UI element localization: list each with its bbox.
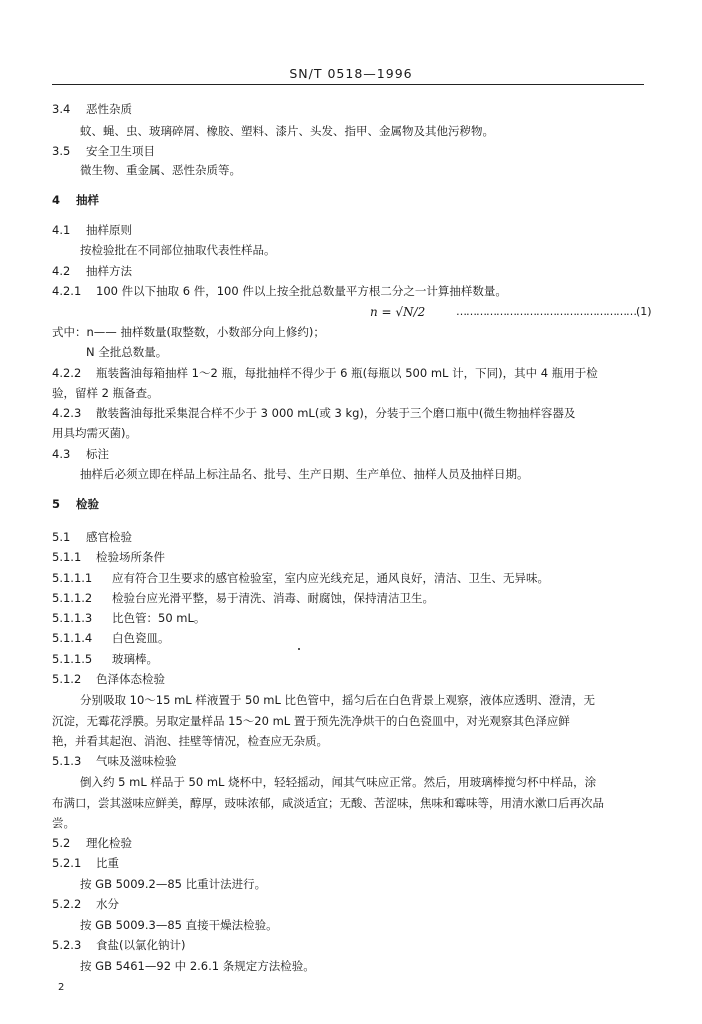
- clause-4-1-heading: [52, 222, 132, 238]
- clause-number: 5.1.1.3: [52, 611, 93, 625]
- clause-number: 5.1.2: [52, 672, 82, 686]
- paragraph-line: 抽样后必须立即在样品上标注品名、批号、生产日期、生产单位、抽样人员及抽样日期。: [80, 467, 529, 481]
- clause-text: 瓶装酱油每箱抽样 1～2 瓶，每批抽样不得少于 6 瓶(每瓶以 500 mL 计，下同)，其中 4 瓶用于检: [96, 366, 598, 380]
- section-title: 抽样: [76, 193, 99, 207]
- clause-text: 比色管：50 mL。: [112, 611, 206, 625]
- clause-3-5-heading: [52, 143, 155, 159]
- clause-number: 5.1.1.1: [52, 571, 93, 585]
- clause-number: 4.2: [52, 264, 71, 278]
- paragraph-line: 艳，并看其起泡、消泡、挂壁等情况，检查应无杂质。: [52, 734, 328, 748]
- clause-title: 抽样方法: [86, 264, 132, 278]
- paragraph-line: 分别吸取 10～15 mL 样液置于 50 mL 比色管中，摇匀后在白色背景上观察，液体应透明、澄清，无: [80, 693, 596, 707]
- clause-number: 4.1: [52, 223, 71, 237]
- paragraph-line: 按 GB 5009.3—85 直接干燥法检验。: [80, 918, 278, 932]
- paragraph-line: 按检验批在不同部位抽取代表性样品。: [80, 243, 276, 257]
- clause-5-1-2-heading: [52, 671, 165, 687]
- clause-title: 恶性杂质: [86, 102, 132, 116]
- clause-number: 5.1.1.4: [52, 631, 93, 645]
- clause-title: 色泽体态检验: [96, 672, 165, 686]
- formula-legend-n: 式中：n—— 抽样数量(取整数，小数部分向上修约)；: [52, 325, 325, 339]
- formula-leader: ………………………………………………(1): [456, 305, 652, 318]
- paragraph-line: 验，留样 2 瓶备查。: [52, 386, 159, 400]
- clause-number: 5.1.1: [52, 550, 82, 564]
- equation-number: (1): [636, 305, 652, 318]
- clause-5-1-1-heading: [52, 549, 165, 565]
- clause-4-2-2: [52, 365, 598, 381]
- paragraph-line: 按 GB 5009.2—85 比重计法进行。: [80, 877, 267, 891]
- scan-speck: [298, 648, 300, 650]
- clause-4-2-3: [52, 405, 575, 421]
- section-number: 4: [52, 193, 61, 207]
- clause-number: 3.5: [52, 144, 71, 158]
- clause-5-1-1-4: [52, 630, 170, 646]
- clause-text: 检验台应光滑平整，易于清洗、消毒、耐腐蚀，保持清洁卫生。: [112, 591, 434, 605]
- clause-text: 100 件以下抽取 6 件，100 件以上按全批总数量平方根二分之一计算抽样数量。: [96, 284, 507, 298]
- clause-text: 玻璃棒。: [112, 652, 158, 666]
- clause-number: 5.1.1.2: [52, 591, 93, 605]
- paragraph-line: 微生物、重金属、恶性杂质等。: [80, 163, 241, 177]
- clause-3-4-heading: [52, 101, 132, 117]
- clause-number: 3.4: [52, 102, 71, 116]
- clause-number: 5.1.1.5: [52, 652, 93, 666]
- paragraph-line: 按 GB 5461—92 中 2.6.1 条规定方法检验。: [80, 959, 315, 973]
- clause-5-1-1-2: [52, 590, 434, 606]
- clause-5-1-1-1: [52, 570, 549, 586]
- formula: n = √N/2: [370, 305, 426, 319]
- clause-4-2-1: [52, 283, 507, 299]
- clause-text: 散装酱油每批采集混合样不少于 3 000 mL(或 3 kg)，分装于三个磨口瓶中(微生物抽样容器及: [96, 406, 576, 420]
- clause-number: 5.1.3: [52, 754, 82, 768]
- page-number: 2: [58, 982, 65, 993]
- paragraph-line: 沉淀，无霉花浮膜。另取定量样品 15～20 mL 置于预先洗净烘干的白色瓷皿中，对光观察其色泽应鲜: [52, 714, 570, 728]
- clause-5-2-1-heading: [52, 855, 119, 871]
- paragraph-line: 用具均需灭菌)。: [52, 426, 137, 440]
- clause-number: 5.2.3: [52, 938, 82, 952]
- clause-4-3-heading: [52, 446, 109, 462]
- clause-4-2-heading: [52, 263, 132, 279]
- clause-number: 4.2.3: [52, 406, 82, 420]
- clause-title: 安全卫生项目: [86, 144, 155, 158]
- clause-number: 5.2: [52, 836, 71, 850]
- clause-number: 4.3: [52, 447, 71, 461]
- clause-text: 白色瓷皿。: [112, 631, 170, 645]
- clause-number: 5.2.1: [52, 856, 82, 870]
- clause-title: 检验场所条件: [96, 550, 165, 564]
- section-title: 检验: [76, 497, 99, 511]
- clause-number: 5.2.2: [52, 897, 82, 911]
- clause-number: 5.1: [52, 530, 71, 544]
- paragraph-line: 布满口，尝其滋味应鲜美，醇厚，豉味浓郁，咸淡适宜；无酸、苦涩味，焦味和霉味等，用清水漱口后再次品: [52, 796, 604, 810]
- clause-title: 标注: [86, 447, 109, 461]
- clause-title: 理化检验: [86, 836, 132, 850]
- paragraph-line: 倒入约 5 mL 样品于 50 mL 烧杯中，轻轻摇动，闻其气味应正常。然后，用玻璃棒搅匀杯中样品，涂: [80, 775, 597, 789]
- clause-number: 4.2.2: [52, 366, 82, 380]
- section-number: 5: [52, 497, 61, 511]
- clause-5-1-heading: [52, 529, 132, 545]
- clause-title: 感官检验: [86, 530, 132, 544]
- clause-title: 抽样原则: [86, 223, 132, 237]
- paragraph-line: 蚊、蝇、虫、玻璃碎屑、橡胶、塑料、漆片、头发、指甲、金属物及其他污秽物。: [80, 124, 494, 138]
- section-4-heading: [52, 192, 99, 208]
- header-rule: [52, 84, 644, 85]
- clause-5-1-1-3: [52, 610, 205, 626]
- clause-title: 水分: [96, 897, 119, 911]
- page-header: SN/T 0518—1996: [289, 66, 413, 81]
- clause-5-1-3-heading: [52, 753, 177, 769]
- formula-legend-N: N 全批总数量。: [86, 345, 168, 359]
- clause-title: 比重: [96, 856, 119, 870]
- clause-text: 应有符合卫生要求的感官检验室，室内应光线充足，通风良好，清洁、卫生、无异味。: [112, 571, 549, 585]
- clause-title: 气味及滋味检验: [96, 754, 177, 768]
- section-5-heading: [52, 496, 99, 512]
- clause-number: 4.2.1: [52, 284, 82, 298]
- clause-5-2-heading: [52, 835, 132, 851]
- clause-5-2-2-heading: [52, 896, 119, 912]
- clause-5-2-3-heading: [52, 937, 185, 953]
- paragraph-line: 尝。: [52, 816, 75, 830]
- clause-title: 食盐(以氯化钠计): [96, 938, 186, 952]
- clause-5-1-1-5: [52, 651, 158, 667]
